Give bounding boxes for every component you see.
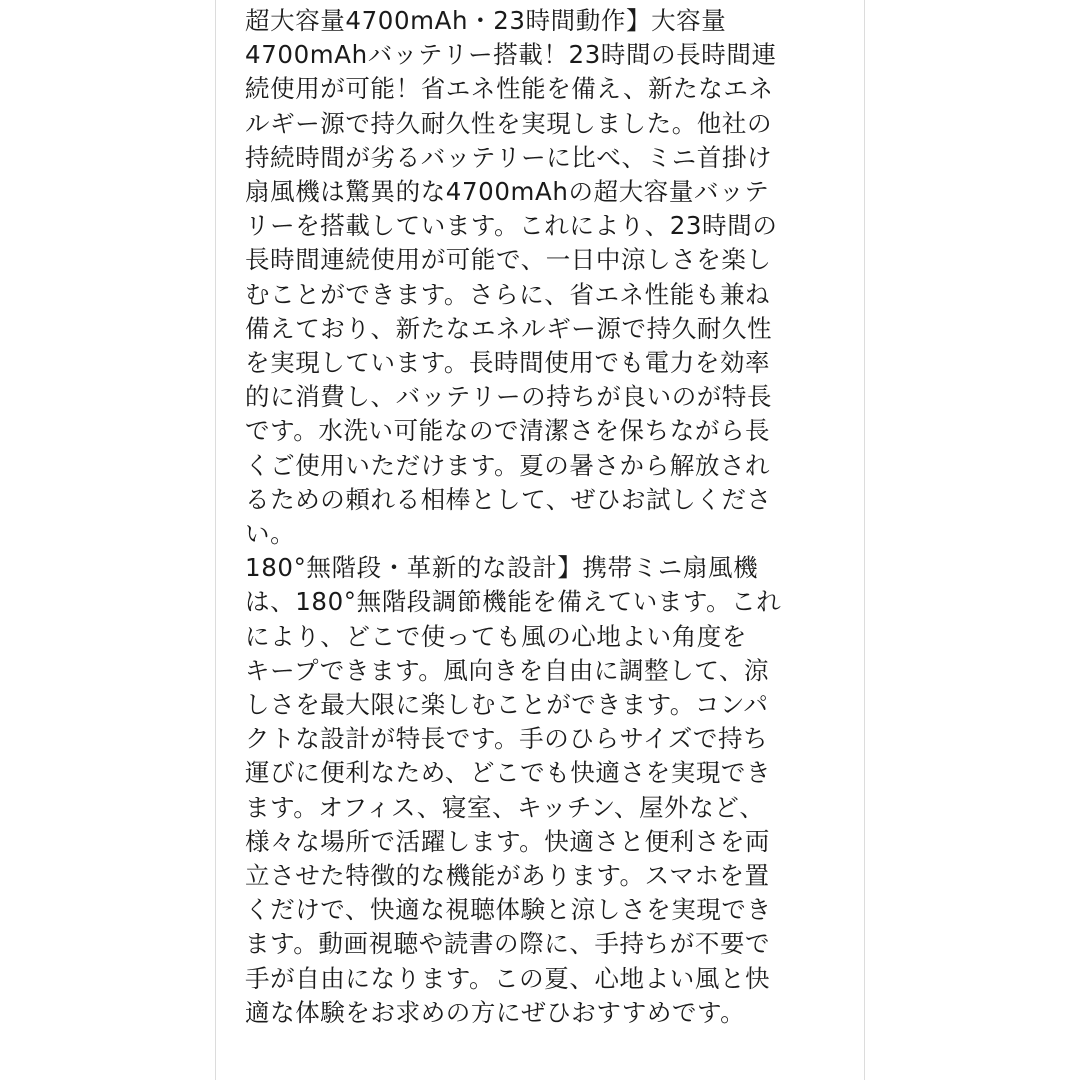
description-line: ます。動画視聴や読書の際に、手持ちが不要で <box>245 929 771 959</box>
description-line: リーを搭載しています。これにより、23時間の <box>245 211 778 241</box>
description-line: 超大容量4700mAh・23時間動作】大容量 <box>245 6 727 35</box>
description-line: い。 <box>245 519 296 549</box>
description-line: を実現しています。長時間使用でも電力を効率 <box>245 348 771 378</box>
description-line: くだけで、快適な視聴体験と涼しさを実現でき <box>245 895 772 925</box>
description-line: 続使用が可能！省エネ性能を備え、新たなエネ <box>245 74 774 104</box>
description-line: 180°無階段・革新的な設計】携帯ミニ扇風機 <box>245 553 759 583</box>
description-line: むことができます。さらに、省エネ性能も兼ね <box>245 279 771 309</box>
description-line: キープできます。風向きを自由に調整して、涼 <box>245 655 770 685</box>
description-line: により、どこで使っても風の心地よい角度を <box>245 621 747 651</box>
description-line: 4700mAhバッテリー搭載！23時間の長時間連 <box>245 40 777 70</box>
description-line: 持続時間が劣るバッテリーに比べ、ミニ首掛け <box>245 142 773 172</box>
description-line: るための頼れる相棒として、ぜひお試しくださ <box>245 484 772 514</box>
description-line: クトな設計が特長です。手のひらサイズで持ち <box>245 724 769 754</box>
description-line: 扇風機は驚異的な4700mAhの超大容量バッテ <box>245 177 770 207</box>
text-panel <box>215 0 865 1080</box>
description-line: くご使用いただけます。夏の暑さから解放され <box>245 450 771 480</box>
description-line: 的に消費し、バッテリーの持ちが良いのが特長 <box>245 382 773 412</box>
description-line: 適な体験をお求めの方にぜひおすすめです。 <box>245 997 746 1027</box>
description-line: 立させた特徴的な機能があります。スマホを置 <box>245 861 770 891</box>
description-line: 様々な場所で活躍します。快適さと便利さを両 <box>245 826 771 856</box>
description-line: ルギー源で持久耐久性を実現しました。他社の <box>245 108 773 138</box>
product-description <box>245 4 845 1030</box>
description-line: 手が自由になります。この夏、心地よい風と快 <box>245 963 771 993</box>
description-line: しさを最大限に楽しむことができます。コンパ <box>245 690 769 720</box>
description-line: は、180°無階段調節機能を備えています。これ <box>245 587 782 617</box>
description-line: 備えており、新たなエネルギー源で持久耐久性 <box>245 313 773 343</box>
description-line: 運びに便利なため、どこでも快適さを実現でき <box>245 758 772 788</box>
description-line: です。水洗い可能なので清潔さを保ちながら長 <box>245 416 771 446</box>
description-line: ます。オフィス、寝室、キッチン、屋外など、 <box>245 792 765 822</box>
description-line: 長時間連続使用が可能で、一日中涼しさを楽し <box>245 245 772 275</box>
